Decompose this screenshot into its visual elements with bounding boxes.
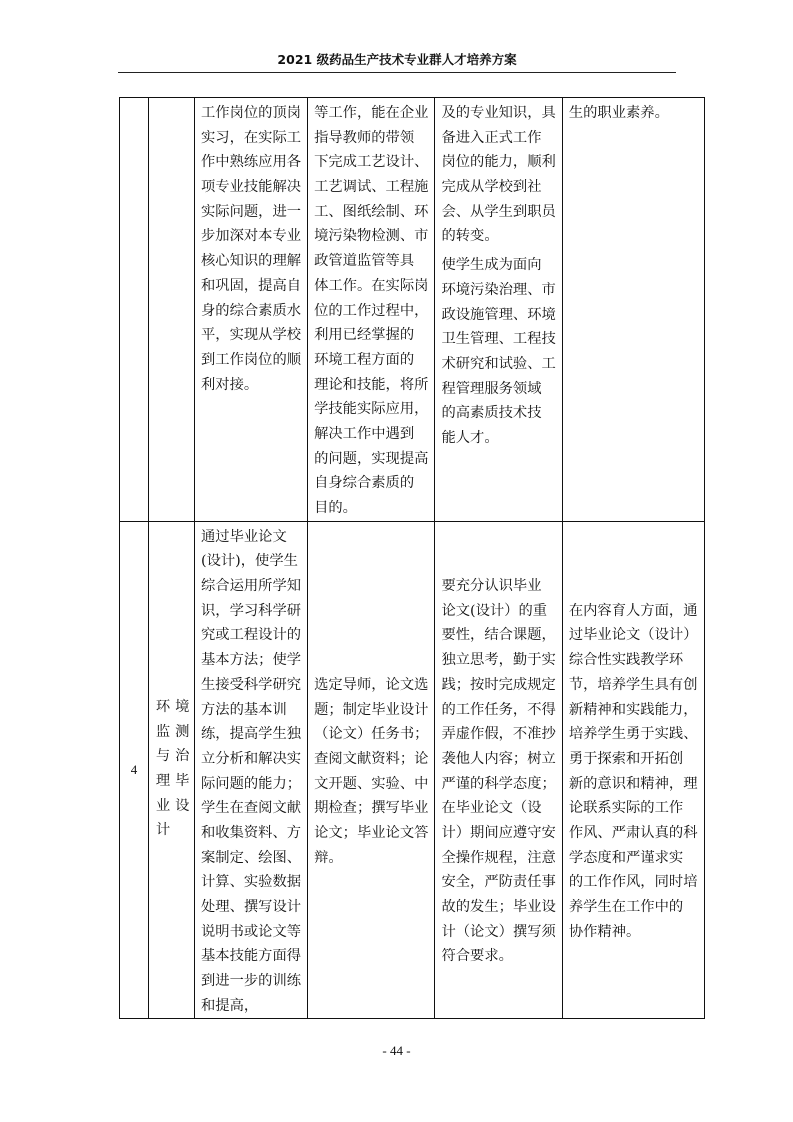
- text-line: 际问题的能力；: [201, 775, 302, 792]
- text-line: 期检查；撰写毕业: [314, 800, 429, 817]
- text-line: 卫生管理、工程技: [441, 331, 556, 348]
- text-line: 计）期间应遵守安: [441, 824, 556, 841]
- text-line: 练，提高学生独: [201, 726, 302, 743]
- row-index-cell: [120, 98, 149, 522]
- text-line: 学态度和严谨求实: [568, 849, 684, 866]
- text-line: 生接受科学研究: [201, 676, 302, 693]
- text-line: 计: [155, 822, 176, 839]
- text-line: 业设: [155, 797, 195, 814]
- text-line: 目的。: [314, 500, 357, 516]
- text-line: 下完成工艺设计、: [314, 154, 429, 171]
- curriculum-table: [119, 97, 705, 1019]
- text-line: 节，培养学生具有创: [568, 676, 698, 693]
- text-line: 使学生成为面向: [441, 257, 542, 274]
- text-line: 弄虚作假，不准抄: [441, 726, 556, 743]
- text-line: 平，实现从学校: [201, 327, 302, 344]
- text-line: 工艺调试、工程施: [314, 179, 429, 196]
- text-line: 养学生在工作中的: [568, 899, 684, 915]
- text-line: 过毕业论文（设计）: [568, 627, 698, 644]
- page-number: - 44 -: [382, 1043, 411, 1058]
- text-line: 生的职业素养。: [568, 105, 669, 121]
- text-line: 政设施管理、环境: [441, 306, 556, 323]
- text-line: 综合运用所学知: [201, 578, 302, 595]
- text-line: (设计)，使学生: [201, 553, 298, 570]
- text-line: 岗位的能力，顺利: [441, 154, 556, 171]
- text-line: 解决工作中遇到: [314, 425, 415, 442]
- text-line: 到工作岗位的顺: [201, 351, 302, 368]
- text-line: 环境: [155, 699, 195, 715]
- text-line: 政管道监管等具: [314, 253, 415, 270]
- text-line: 论联系实际的工作: [568, 800, 684, 817]
- text-line: 和提高，: [201, 997, 259, 1014]
- text-line: 指导教师的带领: [314, 129, 415, 146]
- text-line: 方法的基本训: [201, 701, 287, 718]
- text-line: 安全，严防责任事: [441, 874, 556, 891]
- text-line: 计（论文）撰写须: [441, 923, 556, 940]
- page-header-title: 2021 级药品生产技术专业群人才培养方案: [277, 52, 517, 67]
- text-line: 基本方法；使学: [201, 652, 302, 669]
- text-line: 实际问题，进一: [201, 203, 302, 220]
- text-line: 备进入正式工作: [441, 129, 542, 146]
- text-line: 综合性实践教学环: [568, 652, 684, 669]
- text-line: 工作岗位的顶岗: [201, 105, 302, 121]
- text-line: 核心知识的理解: [201, 253, 302, 270]
- header-rule: [118, 72, 676, 73]
- cell-col5: [435, 521, 562, 1019]
- text-line: 严谨的科学态度；: [441, 775, 556, 792]
- text-line: 案制定、绘图、: [201, 849, 302, 866]
- text-line: 独立思考，勤于实: [441, 652, 556, 669]
- text-line: 项专业技能解决: [201, 179, 302, 196]
- text-line: 能人才。: [441, 429, 499, 446]
- text-line: 完成从学校到社: [441, 179, 542, 196]
- text-line: 的工作任务，不得: [441, 701, 556, 718]
- text-line: 作中熟练应用各: [201, 154, 302, 171]
- text-line: 程管理服务领域: [441, 380, 542, 397]
- text-line: 论文；毕业论文答: [314, 824, 429, 841]
- text-line: 题；制定毕业设计: [314, 701, 429, 718]
- cell-col6: [562, 98, 704, 522]
- text-line: 践；按时完成规定: [441, 676, 556, 693]
- text-line: 袭他人内容；树立: [441, 750, 556, 767]
- text-line: 在毕业论文（设: [441, 800, 542, 817]
- text-line: 作风、严肃认真的科: [568, 824, 698, 841]
- text-line: 工、图纸绘制、环: [314, 203, 429, 220]
- text-line: 利用已经掌握的: [314, 327, 415, 344]
- text-line: 理论和技能，将所: [314, 376, 429, 393]
- text-line: 论文(设计）的重: [441, 602, 548, 619]
- text-line: 在内容育人方面，通: [568, 602, 698, 619]
- text-line: 说明书或论文等: [201, 923, 302, 940]
- text-line: 步加深对本专业: [201, 228, 302, 245]
- text-line: 基本技能方面得: [201, 948, 302, 965]
- text-line: 身的综合素质水: [201, 302, 302, 319]
- text-line: 要性，结合课题，: [441, 627, 556, 644]
- text-line: 和收集资料、方: [201, 824, 302, 841]
- text-line: 的工作作风，同时培: [568, 874, 698, 891]
- text-line: 培养学生勇于实践、: [568, 726, 698, 743]
- text-line: 符合要求。: [441, 948, 513, 965]
- text-line: 的高素质技术技: [441, 405, 542, 422]
- text-line: 利对接。: [201, 376, 259, 393]
- text-line: 位的工作过程中，: [314, 302, 429, 319]
- text-line: 到进一步的训练: [201, 973, 302, 990]
- text-line: 协作精神。: [568, 923, 641, 940]
- text-line: 处理、撰写设计: [201, 899, 302, 915]
- text-line: 监测: [155, 723, 195, 740]
- text-line: 理毕: [155, 773, 195, 790]
- text-line: 要充分认识毕业: [441, 578, 542, 595]
- text-line: 自身综合素质的: [314, 475, 415, 492]
- row-name-cell: [149, 521, 195, 1019]
- text-line: 境污染物检测、市: [314, 228, 429, 245]
- text-line: 辩。: [314, 849, 343, 866]
- text-line: 的问题，实现提高: [314, 450, 429, 467]
- text-line: 识，学习科学研: [201, 602, 302, 619]
- text-line: 会、从学生到职员: [441, 203, 556, 220]
- text-line: 选定导师，论文选: [314, 676, 429, 693]
- text-line: 环境工程方面的: [314, 351, 415, 368]
- text-line: 学生在查阅文献: [201, 800, 302, 817]
- text-line: 文开题、实验、中: [314, 775, 429, 792]
- text-line: 新精神和实践能力，: [568, 701, 698, 718]
- text-line: 环境污染治理、市: [441, 281, 556, 298]
- text-line: 究或工程设计的: [201, 627, 302, 644]
- text-line: 勇于探索和开拓创: [568, 750, 684, 767]
- text-line: （论文）任务书；: [314, 726, 429, 743]
- row-name-cell: [149, 98, 195, 522]
- table-row-4: [120, 521, 705, 1019]
- text-line: 计算、实验数据: [201, 874, 302, 891]
- text-line: 与治: [155, 748, 195, 765]
- text-line: 术研究和试验、工: [441, 355, 556, 372]
- cell-col3: [195, 98, 308, 522]
- text-line: 实习，在实际工: [201, 129, 302, 146]
- cell-col4: [308, 98, 435, 522]
- row-index-cell: 4: [120, 521, 149, 1019]
- text-line: 全操作规程，注意: [441, 849, 556, 866]
- cell-col3: [195, 521, 308, 1019]
- text-line: 体工作。在实际岗: [314, 277, 429, 294]
- text-line: 通过毕业论文: [201, 528, 287, 545]
- text-line: 学技能实际应用，: [314, 401, 429, 418]
- table-row-continued: [120, 98, 705, 522]
- text-line: 新的意识和精神，理: [568, 775, 698, 792]
- text-line: 的转变。: [441, 228, 499, 245]
- cell-col5: [435, 98, 562, 522]
- cell-col6: [562, 521, 704, 1019]
- cell-col4: [308, 521, 435, 1019]
- text-line: 立分析和解决实: [201, 750, 302, 767]
- text-line: 及的专业知识，具: [441, 105, 556, 121]
- text-line: 故的发生；毕业设: [441, 899, 556, 915]
- text-line: 查阅文献资料；论: [314, 750, 429, 767]
- text-line: 等工作，能在企业: [314, 105, 429, 121]
- text-line: 和巩固，提高自: [201, 277, 302, 294]
